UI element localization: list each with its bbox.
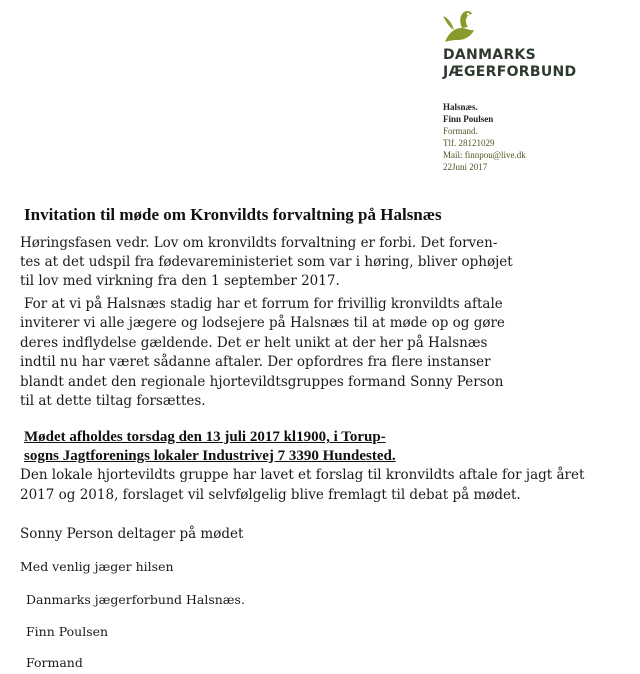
signature-role: Formand: [26, 655, 83, 670]
para2-line: til at dette tiltag forsættes.: [20, 393, 206, 409]
para2-line: deres indflydelse gældende. Det er helt unikt at der her på Halsnæs: [20, 335, 488, 351]
para1-line: Høringsfasen vedr. Lov om kronvildts forvaltning er forbi. Det forven-: [20, 235, 498, 251]
para2-line: For at vi på Halsnæs stadig har et forrum for frivillig kronvildts aftale: [24, 296, 503, 312]
para2-line: blandt andet den regionale hjortevildtsgruppes formand Sonny Person: [20, 374, 504, 390]
contact-area: Halsnæs.: [443, 102, 478, 112]
duck-icon: [440, 6, 480, 46]
para1-line: til lov med virkning fra den 1 september 2017.: [20, 273, 340, 289]
contact-phone: Tlf. 28121029: [443, 138, 495, 148]
signature-name: Finn Poulsen: [26, 624, 109, 639]
logo-wordmark-line1: DANMARKS: [443, 47, 537, 63]
closing-greeting: Med venlig jæger hilsen: [20, 559, 174, 574]
signature-org: Danmarks jægerforbund Halsnæs.: [26, 592, 245, 607]
para2-line: indtil nu har været sådanne aftaler. Der opfordres fra flere instanser: [20, 354, 491, 370]
meeting-line: Mødet afholdes torsdag den 13 juli 2017 kl1900, i Torup-: [24, 429, 386, 445]
para3-line: Den lokale hjortevildts gruppe har lavet et forslag til kronvildts aftale for jagt året: [20, 467, 585, 483]
attendance-note: Sonny Person deltager på mødet: [20, 526, 244, 542]
para2-line: inviterer vi alle jægere og lodsejere på Halsnæs til at møde op og gøre: [20, 315, 505, 331]
contact-name: Finn Poulsen: [443, 114, 494, 124]
page-title: Invitation til møde om Kronvildts forvaltning på Halsnæs: [24, 205, 442, 224]
para3-line: 2017 og 2018, forslaget vil selvfølgelig blive fremlagt til debat på mødet.: [20, 487, 521, 503]
contact-date: 22Juni 2017: [443, 162, 488, 172]
meeting-line: sogns Jagtforenings lokaler Industrivej 7 3390 Hundested.: [24, 448, 396, 464]
para1-line: tes at det udspil fra fødevareministeriet som var i høring, bliver ophøjet: [20, 254, 513, 270]
logo-wordmark-line2: JÆGERFORBUND: [443, 64, 577, 80]
contact-mail[interactable]: Mail: finnpou@live.dk: [443, 150, 526, 160]
contact-role: Formand.: [443, 126, 478, 136]
